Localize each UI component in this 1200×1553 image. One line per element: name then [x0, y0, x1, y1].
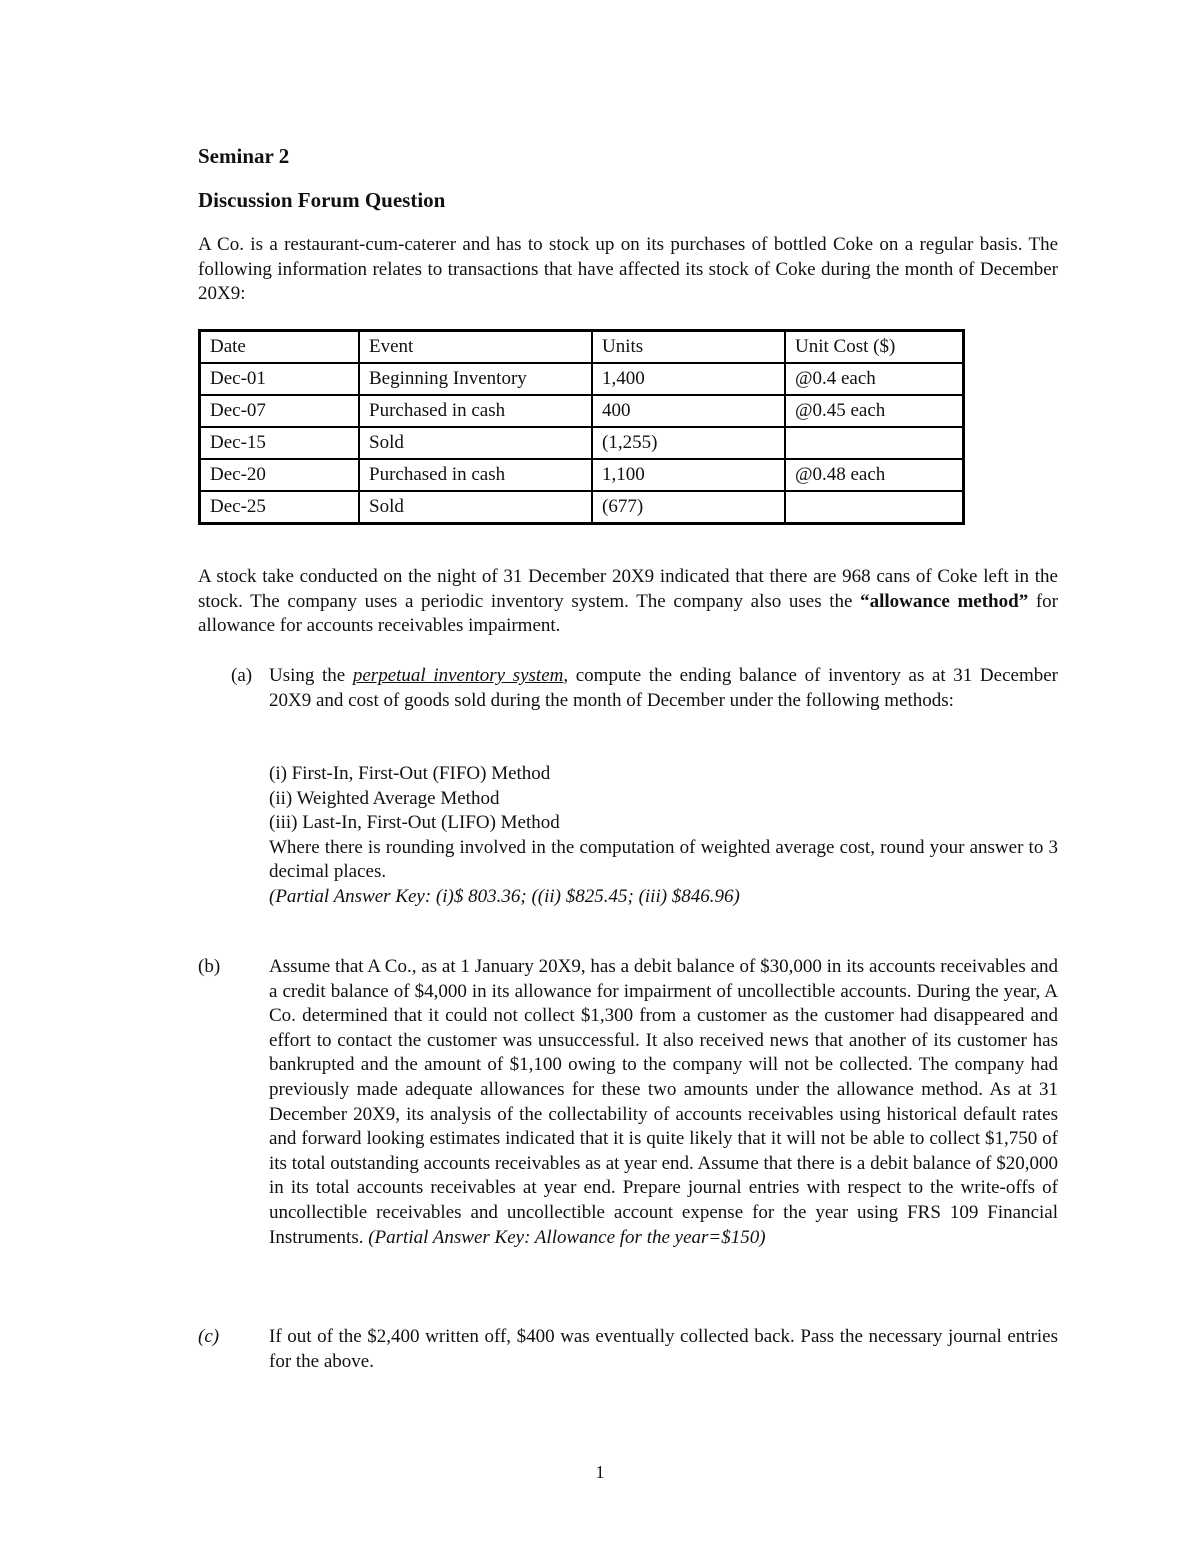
part-a-label: (a): [231, 665, 253, 686]
part-c-label: (c): [198, 1326, 220, 1347]
stock-take-text-end: for allowance for accounts receivables impairment.: [198, 590, 1058, 637]
part-b-question: [269, 955, 1058, 1250]
table-cell: Sold: [359, 427, 592, 459]
list-item: (i) First-In, First-Out (FIFO) Method: [269, 763, 551, 784]
list-item: (iii) Last-In, First-Out (LIFO) Method: [269, 812, 560, 834]
list-item: (ii) Weighted Average Method: [269, 787, 500, 809]
table-cell: Dec-20: [200, 459, 360, 491]
part-a-question: [269, 664, 1058, 713]
section-title: Discussion Forum Question: [198, 188, 446, 212]
table-cell: 1,100: [592, 459, 785, 491]
table-row: [200, 427, 964, 459]
table-cell: Dec-07: [200, 395, 360, 427]
intro-paragraph: A Co. is a restaurant-cum-caterer and has to stock up on its purchases of bottled Coke on a regular basis. The following information relates to transactions that have affected its stock of Coke during the month of December 20X9:: [198, 234, 1058, 305]
table-cell: Dec-15: [200, 427, 360, 459]
table-row: [200, 491, 964, 524]
table-row: [200, 395, 964, 427]
table-header-cell: Units: [592, 331, 785, 364]
table-header-cell: Event: [359, 331, 592, 364]
part-b-text: Assume that A Co., as at 1 January 20X9, has a debit balance of $30,000 in its accounts receivables and a credit balance of $4,000 in its allowance for impairment of uncollectible accounts. During the year, A Co. determined that it could not collect $1,300 from a customer as the customer had disappeared and effort to contact the customer was unsuccessful. It also received news that another of its customer has bankrupted and the amount of $1,100 owing to the company will not be collected. The company had previously made adequate allowances for these two amounts under the allowance method. As at 31 December 20X9, its analysis of the collectability of accounts receivables using historical default rates and forward looking estimates indicated that it is quite likely that it will not be able to collect $1,750 of its total outstanding accounts receivables as at year end. Assume that there is a debit balance of $20,000 in its total accounts receivables at year end. Prepare journal entries with respect to the write-offs of uncollectible receivables and uncollectible account expense for the year using FRS 109 Financial Instruments.: [269, 956, 1058, 1248]
part-c-question: If out of the $2,400 written off, $400 was eventually collected back. Pass the necessary journal entries for the above.: [269, 1326, 1058, 1372]
part-b-label: (b): [198, 956, 221, 977]
table-cell: @0.45 each: [785, 395, 964, 427]
table-cell: 400: [592, 395, 785, 427]
table-cell: 1,400: [592, 363, 785, 395]
table-row: [200, 363, 964, 395]
table-cell: Dec-01: [200, 363, 360, 395]
table-header-cell: Date: [200, 331, 360, 364]
stock-take-text: A stock take conducted on the night of 31 December 20X9 indicated that there are 968 cans of Coke left in the stock. The company uses a periodic inventory system. The company also uses the: [198, 566, 1058, 612]
part-a-text: Using the: [269, 665, 353, 686]
page-number: 1: [595, 1462, 605, 1482]
perpetual-inventory-term: perpetual inventory system: [352, 665, 564, 686]
table-cell: @0.48 each: [785, 459, 964, 491]
table-row: [200, 459, 964, 491]
table-cell: (1,255): [592, 427, 785, 459]
table-cell: [785, 491, 964, 524]
table-cell: Beginning Inventory: [359, 363, 592, 395]
table-cell: [785, 427, 964, 459]
stock-take-paragraph: [198, 565, 1058, 639]
methods-list: [269, 762, 1058, 910]
table-cell: Sold: [359, 491, 592, 524]
table-header-row: [200, 331, 964, 364]
seminar-title: Seminar 2: [198, 144, 290, 168]
inventory-table: [198, 329, 965, 525]
table-header-cell: Unit Cost ($): [785, 331, 964, 364]
part-a-answer-key: (Partial Answer Key: (i)$ 803.36; ((ii) $825.45; (iii) $846.96): [269, 885, 740, 907]
rounding-note: Where there is rounding involved in the computation of weighted average cost, round your answer to 3 decimal places.: [269, 836, 1058, 883]
table-cell: @0.4 each: [785, 363, 964, 395]
part-a-text-end: , compute the ending balance of inventory as at 31 December 20X9 and cost of goods sold during the month of December under the following methods:: [269, 665, 1058, 711]
table-cell: Purchased in cash: [359, 459, 592, 491]
table-cell: Purchased in cash: [359, 395, 592, 427]
table-cell: Dec-25: [200, 491, 360, 524]
allowance-method-term: “allowance method”: [860, 590, 1029, 612]
table-cell: (677): [592, 491, 785, 524]
part-b-answer-key: (Partial Answer Key: Allowance for the year=$150): [368, 1226, 766, 1248]
